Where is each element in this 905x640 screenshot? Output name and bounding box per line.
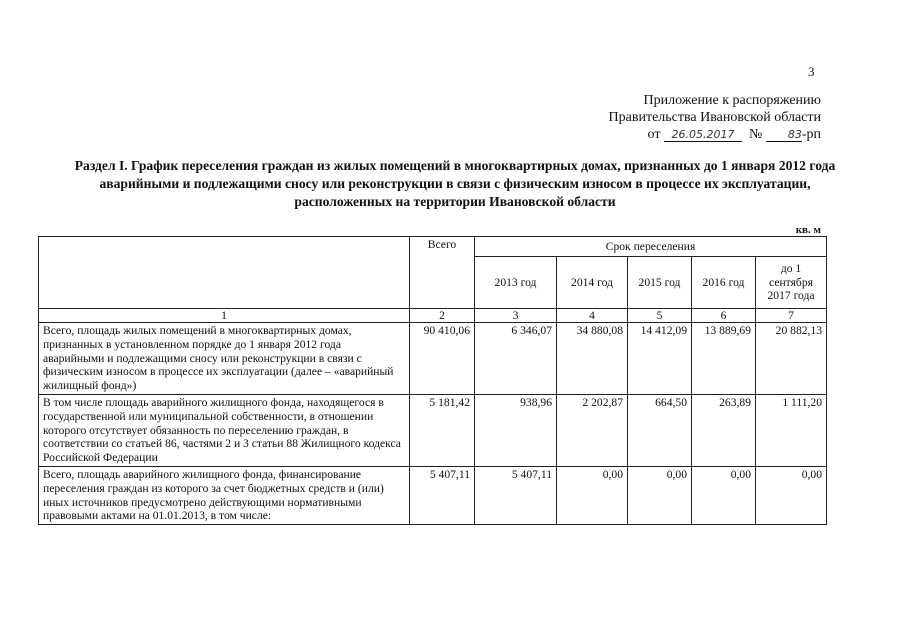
header-year: до 1 сентября 2017 года	[756, 257, 827, 309]
column-number: 5	[628, 309, 692, 323]
column-number: 4	[557, 309, 628, 323]
row-value: 90 410,06	[410, 323, 475, 395]
section-title: Раздел I. График переселения граждан из жилых помещений в многоквартирных домах, признанных до 1 января 2012 года аварийными и подлежащими сносу или реконструкции в связи с физическим износом в процессе их эксплуатации, расположенных на территории Ивановской области	[74, 158, 836, 209]
from-label: от	[647, 127, 661, 142]
row-value: 0,00	[756, 466, 827, 524]
row-value: 5 407,11	[475, 466, 557, 524]
appendix-line-1: Приложение к распоряжению	[643, 93, 821, 108]
table-row	[39, 466, 827, 524]
column-number: 6	[692, 309, 756, 323]
number-field	[766, 129, 802, 142]
row-value: 664,50	[628, 394, 692, 466]
row-value: 34 880,08	[557, 323, 628, 395]
column-number: 1	[39, 309, 410, 323]
row-value: 13 889,69	[692, 323, 756, 395]
appendix-block	[609, 92, 821, 143]
column-number: 7	[756, 309, 827, 323]
row-value: 5 407,11	[410, 466, 475, 524]
header-year: 2016 год	[692, 257, 756, 309]
row-description: Всего, площадь аварийного жилищного фонда, финансирование переселения граждан из которого за счет бюджетных средств и (или) иных источников предусмотрено действующими нормативными правовыми актами на 01.01.2013, в том числе:	[39, 466, 410, 524]
column-number-row	[39, 309, 827, 323]
row-value: 1 111,20	[756, 394, 827, 466]
row-value: 6 346,07	[475, 323, 557, 395]
column-number: 2	[410, 309, 475, 323]
header-year: 2014 год	[557, 257, 628, 309]
number-handwritten: 83	[787, 128, 802, 141]
units-label: кв. м	[795, 224, 821, 236]
appendix-line-2: Правительства Ивановской области	[608, 110, 821, 125]
header-row-1	[39, 237, 827, 257]
row-value: 14 412,09	[628, 323, 692, 395]
header-year: 2015 год	[628, 257, 692, 309]
number-suffix: -рп	[801, 127, 821, 142]
row-value: 5 181,42	[410, 394, 475, 466]
header-period: Срок переселения	[475, 237, 827, 257]
resettlement-schedule-table	[38, 236, 827, 525]
header-blank-cell	[39, 237, 410, 309]
header-year: 2013 год	[475, 257, 557, 309]
row-value: 0,00	[557, 466, 628, 524]
column-number: 3	[475, 309, 557, 323]
date-field	[664, 129, 742, 142]
row-value: 0,00	[628, 466, 692, 524]
row-description: В том числе площадь аварийного жилищного фонда, находящегося в государственной или муниципальной собственности, в отношении которого отсутствует обязанность по переселению граждан, в соответствии со статьей 86, частями 2 и 3 статьи 88 Жилищного кодекса Российской Федерации	[39, 394, 410, 466]
table-row	[39, 394, 827, 466]
row-description: Всего, площадь жилых помещений в многоквартирных домах, признанных в установленном порядке до 1 января 2012 года аварийными и подлежащими сносу или реконструкции в связи с физическим износом в процессе их эксплуатации (далее – «аварийный жилищный фонд»)	[39, 323, 410, 395]
row-value: 263,89	[692, 394, 756, 466]
date-handwritten: 26.05.2017	[671, 128, 735, 141]
row-value: 938,96	[475, 394, 557, 466]
row-value: 0,00	[692, 466, 756, 524]
page-number: 3	[808, 64, 815, 79]
appendix-date-line	[609, 126, 821, 143]
row-value: 20 882,13	[756, 323, 827, 395]
number-label: №	[748, 127, 763, 142]
row-value: 2 202,87	[557, 394, 628, 466]
header-total: Всего	[410, 237, 475, 309]
table-row	[39, 323, 827, 395]
